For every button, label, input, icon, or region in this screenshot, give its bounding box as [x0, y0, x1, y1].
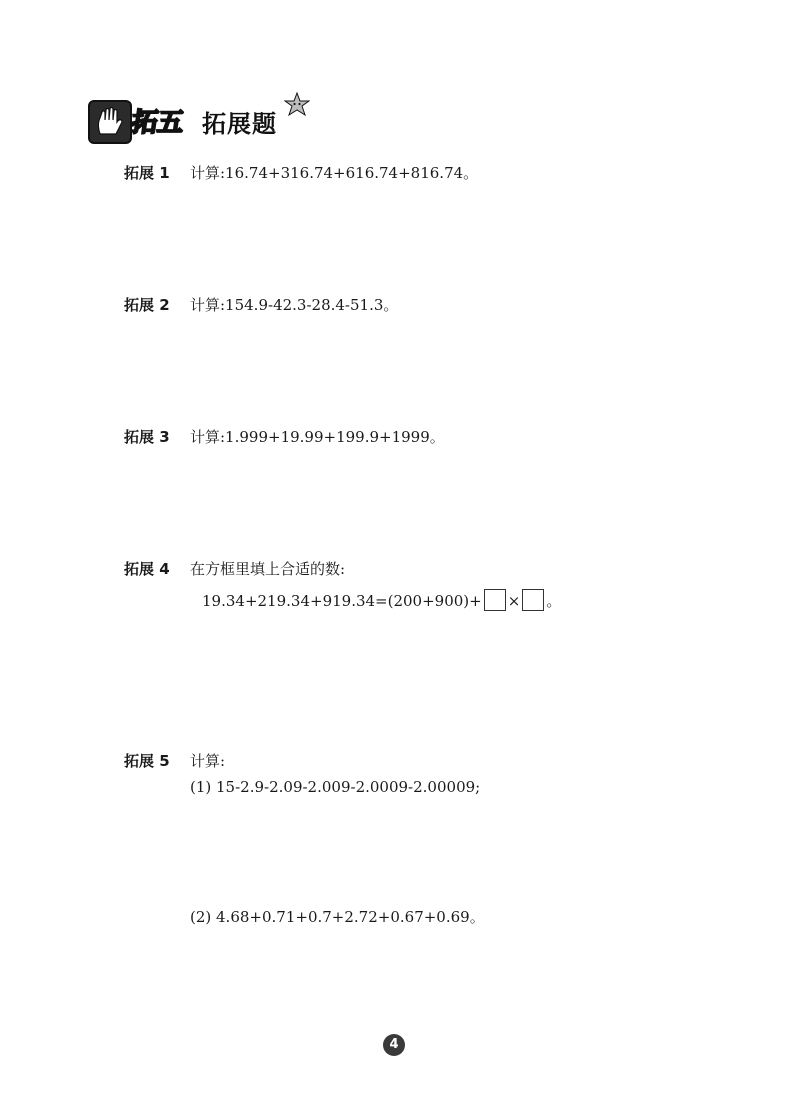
section-header	[88, 96, 328, 146]
problem-2	[124, 294, 398, 316]
logo-text: 拓五	[129, 108, 186, 138]
problem-4	[124, 558, 345, 580]
problem-label: 拓展 3	[124, 428, 170, 446]
problem-label: 拓展 5	[124, 752, 170, 770]
equation-suffix: 。	[546, 592, 562, 610]
problem-3	[124, 426, 445, 448]
hand-icon	[88, 100, 132, 144]
sub-question-1: (1) 15-2.9-2.09-2.009-2.0009-2.00009;	[190, 778, 481, 796]
equation-line	[202, 589, 561, 612]
problem-text: 计算:154.9-42.3-28.4-51.3。	[190, 296, 399, 314]
problem-5	[124, 750, 225, 772]
sub-question-2: (2) 4.68+0.71+0.7+2.72+0.67+0.69。	[190, 908, 485, 926]
problem-label: 拓展 4	[124, 560, 170, 578]
section-title: 拓展题	[202, 110, 277, 138]
problem-1	[124, 162, 478, 184]
page-number: 4	[383, 1034, 405, 1056]
problem-text: 计算:1.999+19.99+199.9+1999。	[190, 428, 445, 446]
answer-box-1[interactable]	[484, 589, 506, 611]
problem-label: 拓展 2	[124, 296, 170, 314]
star-icon	[284, 92, 310, 118]
equation-prefix: 19.34+219.34+919.34=(200+900)+	[202, 592, 482, 610]
answer-box-2[interactable]	[522, 589, 544, 611]
problem-text: 计算:16.74+316.74+616.74+816.74。	[190, 164, 479, 182]
problem-text: 计算:	[190, 752, 226, 770]
problem-label: 拓展 1	[124, 164, 170, 182]
problem-text: 在方框里填上合适的数:	[190, 560, 346, 578]
times-sign: ×	[507, 592, 521, 610]
